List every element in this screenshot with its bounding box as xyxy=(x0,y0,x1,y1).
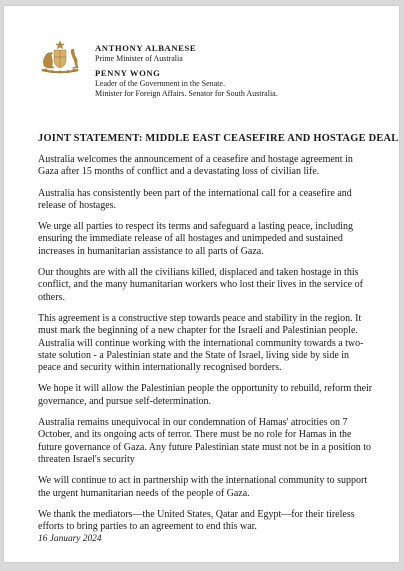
signatories-header xyxy=(95,43,385,99)
statement-paragraph: Australia has consistently been part of the international call for a ceasefire and release of hostages. xyxy=(38,187,352,211)
statement-paragraph: Our thoughts are with all the civilians killed, displaced and taken hostage in this conflict, and the many humanitarian workers who lost their lives in the service of others. xyxy=(38,267,363,303)
person1-role: Prime Minister of Australia xyxy=(95,54,183,63)
statement-body xyxy=(38,132,399,542)
statement-paragraph: We hope it will allow the Palestinian people the opportunity to rebuild, reform their governance, and pursue self-determination. xyxy=(38,383,373,407)
statement-date: 16 January 2024 xyxy=(38,534,102,544)
statement-paragraph: This agreement is a constructive step towards peace and stability in the region. It must mark the beginning of a new chapter for the Israeli and Palestinian people. Australia will continue working with the international community towards a two-state solution - a Palestinian state and the State of Israel, living side by side in peace and security within internationally recognised borders. xyxy=(38,312,364,374)
statement-page xyxy=(4,6,399,562)
statement-paragraph: We urge all parties to respect its terms and safeguard a lasting peace, including ensuring the immediate release of all hostages and unimpeded and sustained increases in humanitarian assistance to all parts of Gaza. xyxy=(38,221,354,257)
statement-paragraph: We will continue to act in partnership with the international community to support the urgent humanitarian needs of the people of Gaza. xyxy=(38,475,368,499)
person1-name: ANTHONY ALBANESE xyxy=(95,43,197,53)
person2-role-line1: Leader of the Government in the Senate. xyxy=(95,79,225,88)
statement-paragraph: We thank the mediators—the United States, Qatar and Egypt—for their tireless efforts to bring parties to an agreement to end this war. xyxy=(38,508,355,533)
statement-paragraph: Australia welcomes the announcement of a ceasefire and hostage agreement in Gaza after 15 months of conflict and a devastating loss of civilian life. xyxy=(38,154,353,178)
coat-of-arms-icon xyxy=(38,40,82,74)
person2-role-line2: Minister for Foreign Affairs. Senator for South Australia. xyxy=(95,89,278,98)
statement-title: JOINT STATEMENT: MIDDLE EAST CEASEFIRE AND HOSTAGE DEAL xyxy=(38,133,399,144)
statement-paragraph: Australia remains unequivocal in our condemnation of Hamas' atrocities on 7 October, and its ongoing acts of terror. There must be no role for Hamas in the future governance of Gaza. Any future Palestinian state must not be in a position to threaten Israel's security xyxy=(38,417,371,465)
person2-name: PENNY WONG xyxy=(95,68,161,78)
